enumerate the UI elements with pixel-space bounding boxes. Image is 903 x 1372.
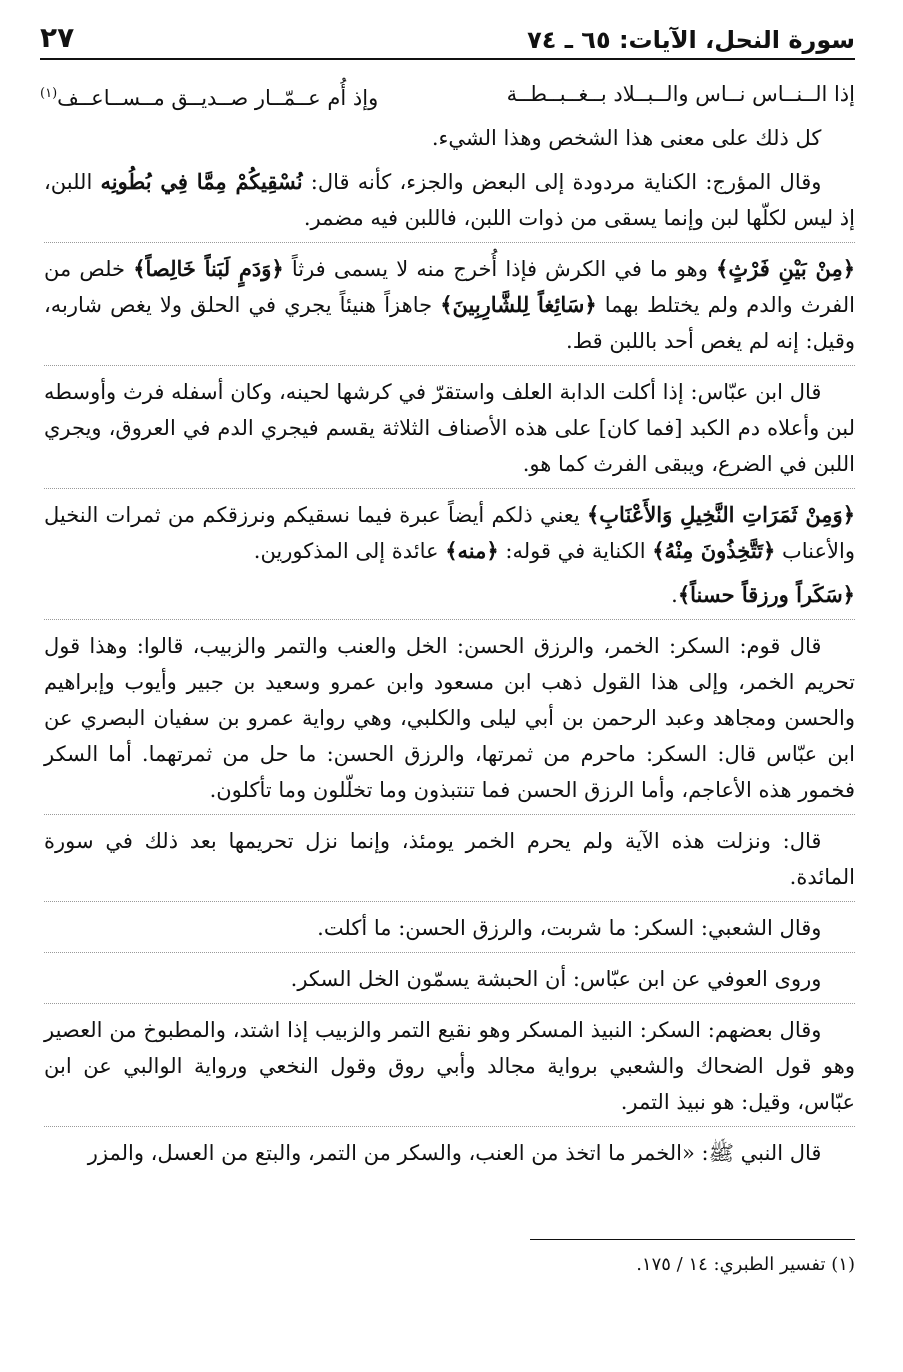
paragraph-3	[44, 251, 855, 366]
paragraph-5-text-a: يعني ذلكم أيضاً عبرة فيما نسقيكم ونرزقكم من ثمرات النخيل والأعناب	[44, 503, 855, 563]
paragraph-5-text-b: الكناية في قوله:	[498, 539, 653, 563]
paragraph-12: قال النبي ﷺ: «الخمر ما اتخذ من العنب، والسكر من التمر، والبتع من العسل، والمزر	[87, 1141, 822, 1165]
paragraph-3-text-c: جاهزاً هنيئاً يجري في الحلق ولا يغص شاربه، وقيل: إنه لم يغص أحد باللبن قط.	[44, 293, 855, 353]
page-header	[40, 14, 855, 60]
poem-line	[40, 74, 855, 118]
quran-quote: ﴿وَدَمٍ لَبَناً خَالِصاً﴾	[133, 256, 284, 281]
paragraph-4: قال ابن عبّاس: إذا أكلت الدابة العلف واستقرّ في كرشها لحينه، وكان أسفله فرث وأوسطه لبن وأعلاه دم الكبد [فما كان] على هذه الأصناف الثلاثة يقسم فيجري الدم في العروق، ويجري اللبن في الضرع، ويبقى الفرث كما هو.	[44, 374, 855, 489]
paragraph-3-text-a: وهو ما في الكرش فإذا أُخرج منه لا يسمى فرثاً	[283, 257, 717, 281]
quran-quote: ﴿وَمِنْ ثَمَرَاتِ النَّخِيلِ وَالأَعْنَابِ﴾	[586, 502, 855, 527]
surah-title: سورة النحل، الآيات: ٦٥ ـ ٧٤	[527, 26, 855, 54]
poem-verse-second-text: وإذ أُم عــمّــار صــديــق مــســاعــف	[57, 86, 379, 110]
quran-quote: ﴿سَكَراً ورزقاً حسناً﴾	[677, 582, 855, 607]
paragraph-1: كل ذلك على معنى هذا الشخص وهذا الشيء.	[431, 126, 822, 150]
page-number: ٢٧	[40, 21, 75, 54]
paragraph-3-text-b: خلص من الفرث والدم ولم يختلط بهما	[44, 257, 855, 317]
footnote: (١) تفسير الطبري: ١٤ / ١٧٥.	[636, 1254, 855, 1275]
poem-verse-first-text: إذا الــنــاس نــاس والــبــلاد بــغــبــطــة	[506, 82, 855, 106]
quran-quote: ﴿سَائِغاً لِلشَّارِبِينَ﴾	[440, 292, 597, 317]
paragraph-2-text-b: اللبن، إذ ليس لكلّها لبن وإنما يسقى من ذوات اللبن، فاللبن فيه مضمر.	[44, 170, 855, 230]
paragraph-6	[44, 577, 855, 620]
poem-verse-first	[507, 74, 855, 118]
footnote-divider	[530, 1239, 855, 1240]
paragraph-2	[44, 164, 855, 243]
quran-quote: ﴿تَتَّخِذُونَ مِنْهُ﴾	[652, 538, 776, 563]
paragraph-2-text-a: وقال المؤرج: الكناية مردودة إلى البعض والجزء، كأنه قال:	[302, 170, 822, 194]
paragraph-11: وقال بعضهم: السكر: النبيذ المسكر وهو نقيع التمر والزبيب إذا اشتد، والمطبوخ من العصير وهو قول الضحاك والشعبي برواية مجالد وأبي روق وقول النخعي ورواية الوالبي عن ابن عبّاس، وقيل: هو نبيذ التمر.	[44, 1012, 855, 1127]
footnote-marker: (١)	[40, 86, 58, 101]
paragraph-10: وروى العوفي عن ابن عبّاس: أن الحبشة يسمّون الخل السكر.	[44, 961, 855, 1004]
quran-quote: نُسْقِيكُمْ مِمَّا فِي بُطُونِه	[100, 169, 303, 194]
paragraph-5	[44, 497, 855, 569]
body-text	[44, 120, 855, 1179]
paragraph-7: قال قوم: السكر: الخمر، والرزق الحسن: الخل والعنب والتمر والزبيب، قالوا: وهذا قول تحريم الخمر، وإلى هذا القول ذهب ابن مسعود وابن عمرو وسعيد بن جبير وأيوب وإبراهيم والحسن ومجاهد وعبد الرحمن بن أبي ليلى والكلبي، وهي رواية عمرو بن سفيان البصري عن ابن عبّاس قال: السكر: ماحرم من ثمرتها، والرزق الحسن: ما حل من ثمرتهما. أما السكر فخمور هذه الأعاجم، وأما الرزق الحسن فما تنتبذون وما تخلّلون وما تأكلون.	[44, 628, 855, 815]
paragraph-9: وقال الشعبي: السكر: ما شربت، والرزق الحسن: ما أكلت.	[44, 910, 855, 953]
quran-quote: ﴿مِنْ بَيْنِ فَرْثٍ﴾	[716, 256, 856, 281]
quran-quote: ﴿منه﴾	[445, 538, 499, 563]
poem-verse-second	[40, 74, 378, 118]
paragraph-5-text-c: عائدة إلى المذكورين.	[253, 539, 446, 563]
paragraph-8: قال: ونزلت هذه الآية ولم يحرم الخمر يومئذ، وإنما نزل تحريمها بعد ذلك في سورة المائدة.	[44, 823, 855, 902]
paragraph-6-end: .	[671, 583, 678, 607]
